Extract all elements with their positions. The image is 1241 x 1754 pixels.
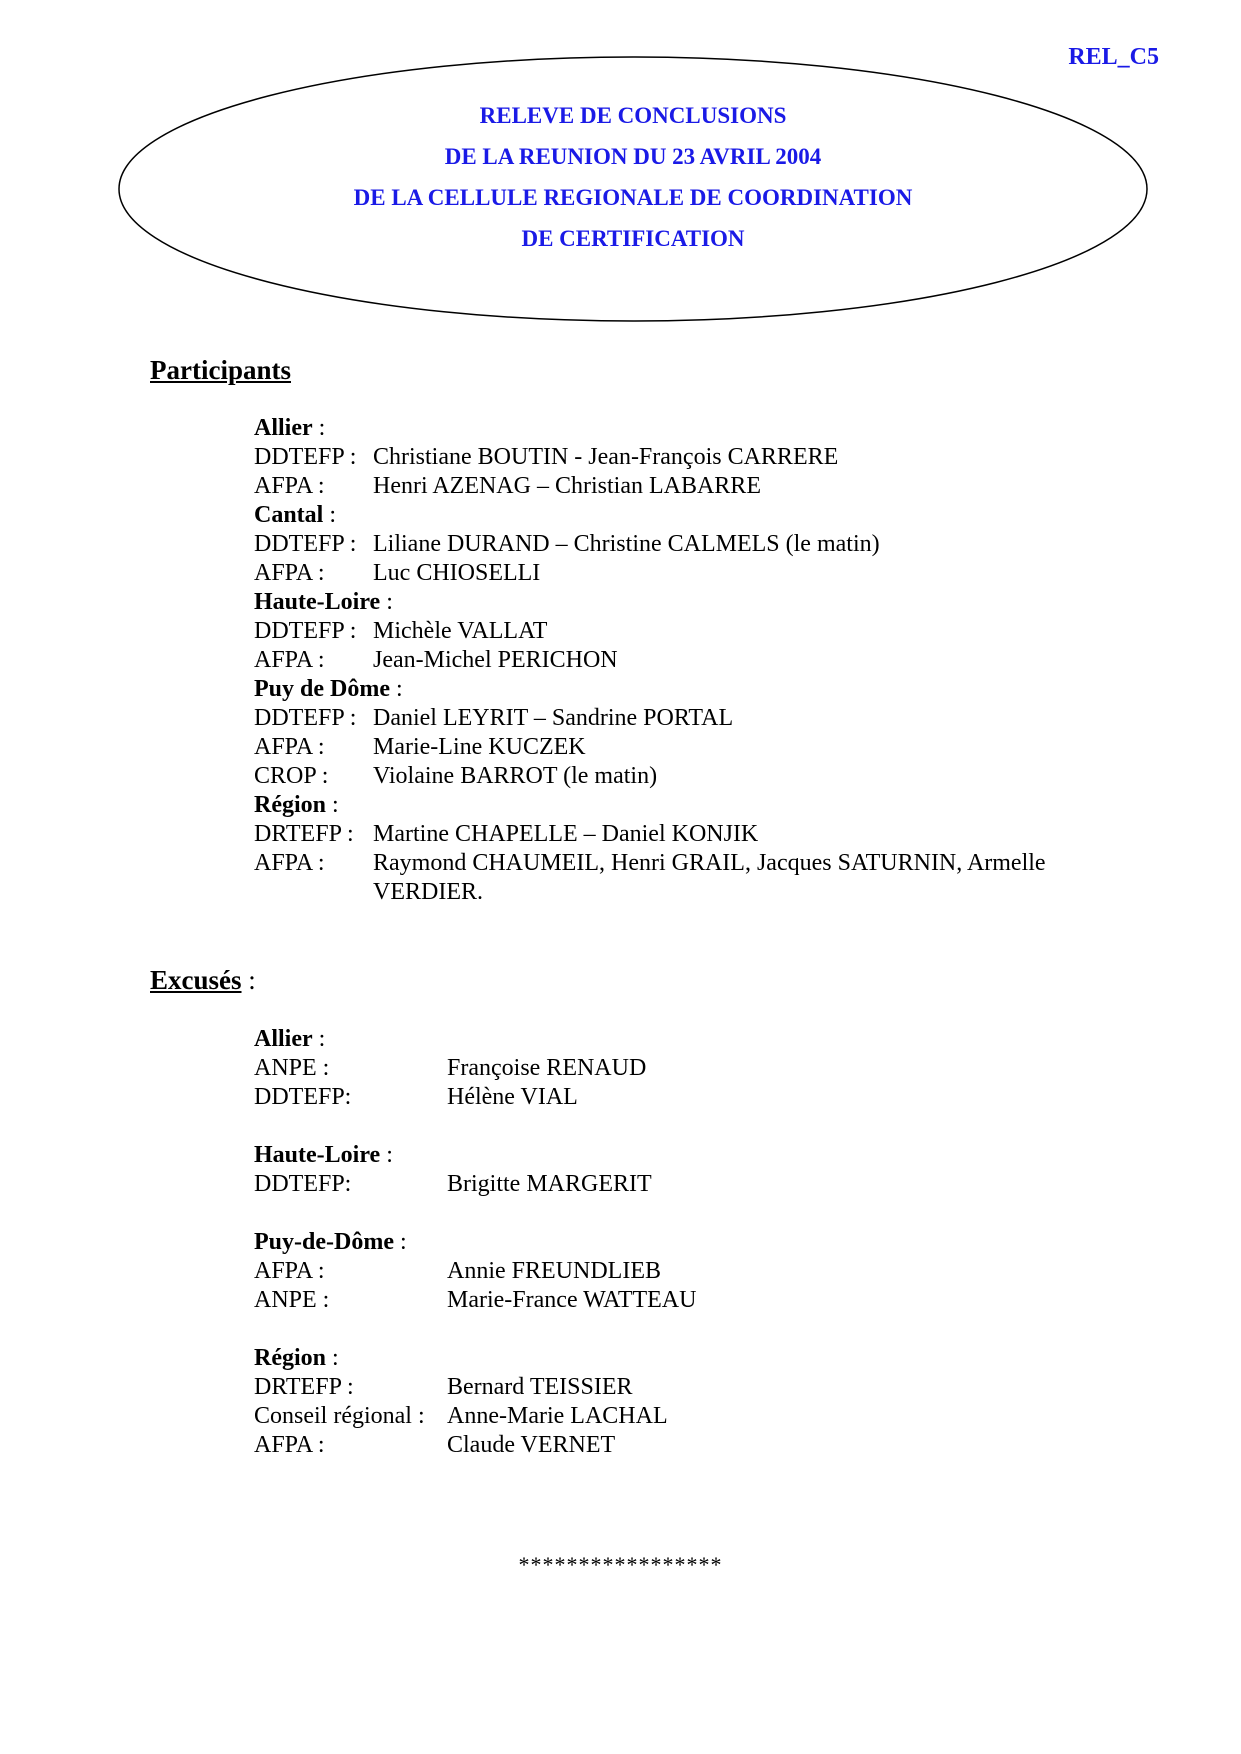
org-label: AFPA : <box>254 473 325 499</box>
person-names: Daniel LEYRIT – Sandrine PORTAL <box>373 705 734 731</box>
org-label: Conseil régional : <box>254 1403 425 1429</box>
region-name: Puy-de-Dôme <box>254 1229 394 1255</box>
org-label: CROP : <box>254 763 329 789</box>
region-heading: Allier : <box>254 1026 326 1052</box>
org-label: DDTEFP : <box>254 705 357 731</box>
region-name: Haute-Loire <box>254 1142 381 1168</box>
person-names: Violaine BARROT (le matin) <box>373 763 658 789</box>
list-item <box>254 1083 696 1112</box>
org-label: AFPA : <box>254 850 325 876</box>
title-line: RELEVE DE CONCLUSIONS <box>479 103 787 128</box>
title-line: DE LA REUNION DU 23 AVRIL 2004 <box>444 144 822 169</box>
person-names: Martine CHAPELLE – Daniel KONJIK <box>373 821 759 847</box>
list-item <box>254 762 1113 791</box>
list-item <box>254 1286 696 1315</box>
region-heading: Cantal : <box>254 502 337 528</box>
region-heading: Haute-Loire : <box>254 589 393 615</box>
person-names: Claude VERNET <box>447 1432 616 1458</box>
participants-list <box>254 414 1113 907</box>
org-label: ANPE : <box>254 1287 330 1313</box>
person-names: Luc CHIOSELLI <box>373 560 541 586</box>
list-item <box>254 617 1113 646</box>
title-oval <box>118 55 1148 323</box>
spacer <box>254 1199 696 1228</box>
list-item <box>254 559 1113 588</box>
participants-heading-text: Participants <box>150 355 291 385</box>
region-name: Haute-Loire <box>254 589 381 615</box>
person-names: Marie-France WATTEAU <box>447 1287 697 1313</box>
person-names: Henri AZENAG – Christian LABARRE <box>373 473 761 499</box>
person-names: Liliane DURAND – Christine CALMELS (le matin) <box>373 531 880 557</box>
person-names: Annie FREUNDLIEB <box>447 1258 661 1284</box>
region-name: Allier <box>254 1026 313 1052</box>
org-label: AFPA : <box>254 1432 325 1458</box>
list-item <box>254 1170 696 1199</box>
region-heading: Haute-Loire : <box>254 1142 393 1168</box>
region-name: Région <box>254 1345 326 1371</box>
org-label: DDTEFP : <box>254 444 357 470</box>
region-heading: Région : <box>254 792 339 818</box>
org-label: DDTEFP : <box>254 618 357 644</box>
person-names: Jean-Michel PERICHON <box>373 647 618 673</box>
person-names: Bernard TEISSIER <box>447 1374 633 1400</box>
org-label: AFPA : <box>254 647 325 673</box>
person-names: Hélène VIAL <box>447 1084 578 1110</box>
document-title <box>118 95 1148 259</box>
person-names: Françoise RENAUD <box>447 1055 647 1081</box>
spacer <box>254 1112 696 1141</box>
region-heading: Allier : <box>254 415 326 441</box>
org-label: AFPA : <box>254 560 325 586</box>
list-item <box>254 1257 696 1286</box>
org-label: DRTEFP : <box>254 821 354 847</box>
org-label: DRTEFP : <box>254 1374 354 1400</box>
list-item <box>254 704 1113 733</box>
region-name: Allier <box>254 415 313 441</box>
list-item <box>254 849 1113 907</box>
person-names: Marie-Line KUCZEK <box>373 734 586 760</box>
person-names: Christiane BOUTIN - Jean-François CARRERE <box>373 444 839 470</box>
org-label: DDTEFP: <box>254 1171 352 1197</box>
region-name: Puy de Dôme <box>254 676 390 702</box>
org-label: ANPE : <box>254 1055 330 1081</box>
list-item <box>254 733 1113 762</box>
spacer <box>254 1315 696 1344</box>
person-names: Raymond CHAUMEIL, Henri GRAIL, Jacques SATURNIN, Armelle VERDIER. <box>373 850 1046 905</box>
list-item <box>254 646 1113 675</box>
region-heading: Puy de Dôme : <box>254 676 403 702</box>
list-item <box>254 1431 696 1460</box>
org-label: DDTEFP: <box>254 1084 352 1110</box>
participants-heading <box>150 355 291 386</box>
org-label: DDTEFP : <box>254 531 357 557</box>
region-heading: Puy-de-Dôme : <box>254 1229 407 1255</box>
region-name: Cantal <box>254 502 324 528</box>
person-names: Brigitte MARGERIT <box>447 1171 652 1197</box>
list-item <box>254 472 1113 501</box>
title-line: DE LA CELLULE REGIONALE DE COORDINATION <box>353 185 913 210</box>
region-heading: Région : <box>254 1345 339 1371</box>
org-label: AFPA : <box>254 734 325 760</box>
list-item <box>254 1402 696 1431</box>
title-line: DE CERTIFICATION <box>521 226 745 251</box>
separator: ***************** <box>518 1552 723 1577</box>
list-item <box>254 1373 696 1402</box>
excused-list <box>254 1025 696 1460</box>
list-item <box>254 443 1113 472</box>
list-item <box>254 1054 696 1083</box>
person-names: Michèle VALLAT <box>373 618 548 644</box>
org-label: AFPA : <box>254 1258 325 1284</box>
person-names: Anne-Marie LACHAL <box>447 1403 668 1429</box>
list-item <box>254 530 1113 559</box>
region-name: Région <box>254 792 326 818</box>
document-reference: REL_C5 <box>1068 44 1159 70</box>
excused-heading: Excusés : <box>150 965 256 995</box>
list-item <box>254 820 1113 849</box>
excused-heading-text: Excusés <box>150 965 242 995</box>
